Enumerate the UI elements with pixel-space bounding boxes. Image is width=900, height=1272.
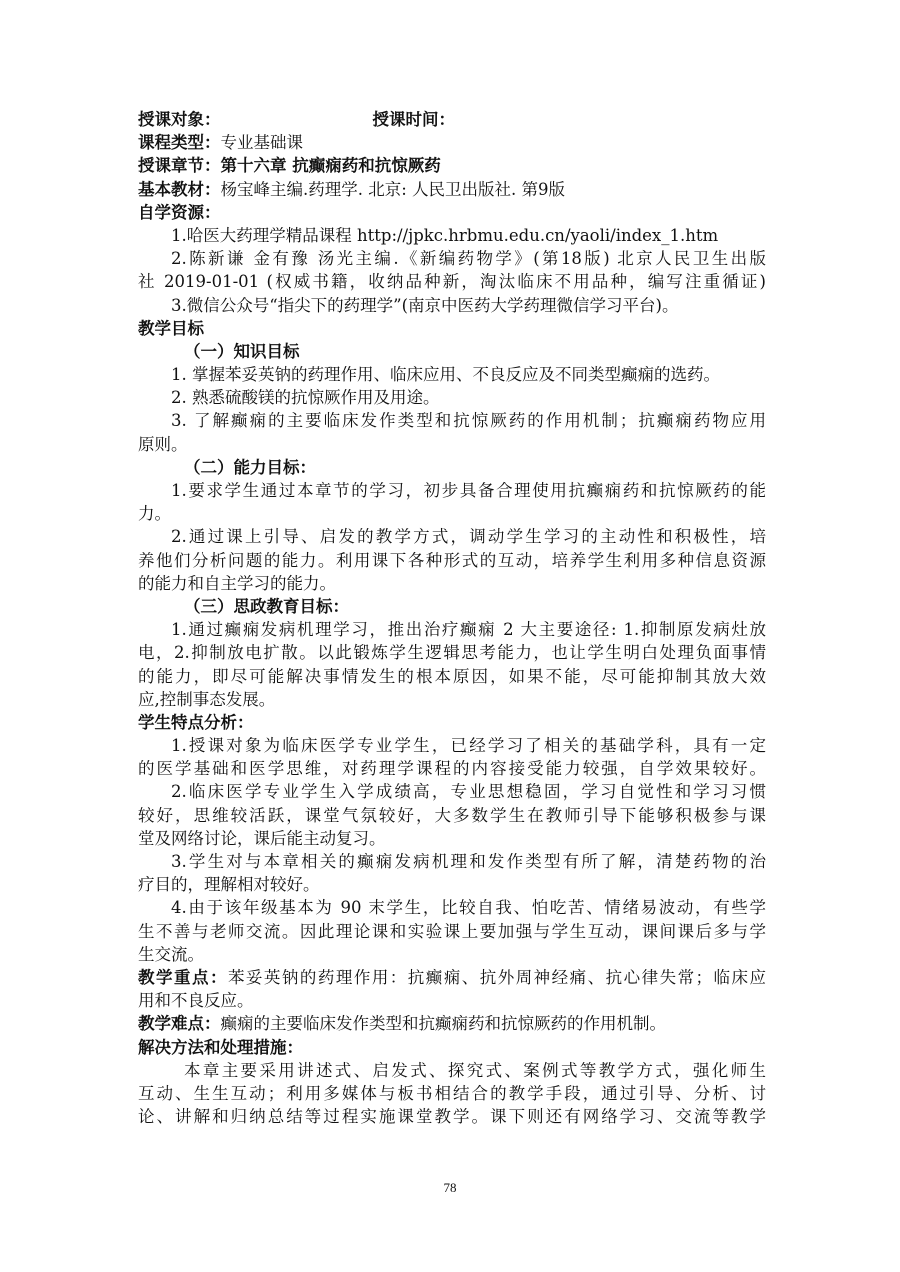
key-points-value: 苯妥英钠的药理作用：抗癫痫、抗外周神经痛、抗心律失常；临床应 — [227, 967, 767, 987]
ability-item-2a: 2.通过课上引导、启发的教学方式，调动学生学习的主动性和积极性，培 — [171, 527, 766, 547]
header-target-row — [138, 108, 766, 131]
selfstudy-heading: 自学资源： — [138, 202, 221, 222]
difficulty-value: 癫痫的主要临床发作类型和抗癫痫药和抗惊厥药的作用机制。 — [220, 1014, 666, 1034]
method-heading: 解决方法和处理措施： — [138, 1037, 303, 1057]
knowledge-item-3b: 原则。 — [138, 434, 188, 454]
type-value: 专业基础课 — [220, 133, 303, 153]
course-type-row — [138, 131, 766, 154]
students-heading: 学生特点分析： — [138, 712, 254, 732]
student-item-1a: 1.授课对象为临床医学专业学生，已经学习了相关的基础学科，具有一定 — [171, 736, 766, 756]
ability-item-2c: 的能力和自主学习的能力。 — [138, 573, 336, 593]
ideology-item-1d: 应,控制事态发展。 — [138, 689, 276, 709]
student-item-2b: 较好，思维较活跃，课堂气氛较好，大多数学生在教师引导下能够积极参与课 — [138, 805, 766, 825]
goals-heading: 教学目标 — [138, 318, 204, 338]
key-points-cont: 用和不良反应。 — [138, 991, 254, 1011]
ideology-heading: （三）思政教育目标： — [184, 596, 349, 616]
ideology-item-1c: 的能力，即尽可能解决事情发生的根本原因，如果不能，尽可能抑制其放大效 — [138, 666, 766, 686]
ideology-item-1b: 电，2.抑制放电扩散。以此锻炼学生逻辑思考能力，也让学生明白处理负面事情 — [138, 643, 766, 663]
method-line-2: 互动、生生互动；利用多媒体与板书相结合的教学手段，通过引导、分析、讨 — [138, 1083, 766, 1103]
resource-item-2b: 社 2019-01-01 (权威书籍，收纳品种新，淘汰临床不用品种，编写注重循证) — [138, 272, 766, 292]
knowledge-item-2: 2. 熟悉硫酸镁的抗惊厥作用及用途。 — [171, 388, 440, 408]
textbook-row — [138, 178, 766, 201]
knowledge-heading: （一）知识目标 — [184, 341, 300, 361]
chapter-row — [138, 154, 766, 177]
chapter-value: 第十六章 抗癫痫药和抗惊厥药 — [220, 156, 441, 176]
student-item-4b: 生不善与老师交流。因此理论课和实验课上要加强与学生互动，课间课后多与学 — [138, 921, 766, 941]
student-item-4a: 4.由于该年级基本为 90 末学生，比较自我、怕吃苦、情绪易波动，有些学 — [171, 898, 766, 918]
student-item-2c: 堂及网络讨论，课后能主动复习。 — [138, 828, 386, 848]
knowledge-item-1: 1. 掌握苯妥英钠的药理作用、临床应用、不良反应及不同类型癫痫的选药。 — [171, 365, 720, 385]
knowledge-item-3a: 3. 了解癫痫的主要临床发作类型和抗惊厥药的作用机制；抗癫痫药物应用 — [171, 411, 766, 431]
student-item-1b: 的医学基础和医学思维，对药理学课程的内容接受能力较强，自学效果较好。 — [138, 759, 766, 779]
student-item-2a: 2.临床医学专业学生入学成绩高，专业思想稳固，学习自觉性和学习习惯 — [171, 782, 766, 802]
student-item-3b: 疗目的，理解相对较好。 — [138, 875, 320, 895]
textbook-value: 杨宝峰主编.药理学. 北京: 人民卫出版社. 第9版 — [220, 179, 566, 199]
ability-item-1a: 1.要求学生通过本章节的学习，初步具备合理使用抗癫痫药和抗惊厥药的能 — [171, 481, 766, 500]
difficulty-row — [138, 1012, 766, 1035]
type-label: 课程类型： — [138, 133, 221, 153]
ideology-item-1a: 1.通过癫痫发病机理学习，推出治疗癫痫 2 大主要途径: 1.抑制原发病灶放 — [171, 620, 766, 640]
page-number: 78 — [443, 1180, 457, 1195]
document-page — [138, 108, 766, 1128]
ability-item-1b: 力。 — [138, 504, 171, 524]
target-label: 授课对象： — [138, 110, 221, 129]
resource-item-1: 1.哈医大药理学精品课程 http://jpkc.hrbmu.edu.cn/yaoli/index_1.htm — [171, 225, 719, 245]
key-points-row — [138, 966, 766, 989]
method-line-3: 论、讲解和归纳总结等过程实施课堂教学。课下则还有网络学习、交流等教学 — [138, 1107, 766, 1127]
resource-item-3: 3.微信公众号“指尖下的药理学”(南京中医药大学药理微信学习平台)。 — [171, 295, 679, 315]
student-item-4c: 生交流。 — [138, 944, 204, 964]
chapter-label: 授课章节： — [138, 156, 221, 176]
resource-item-2a: 2.陈新谦 金有豫 汤光主编.《新编药物学》(第18版) 北京人民卫生出版 — [171, 249, 766, 269]
key-points-label: 教学重点： — [138, 967, 228, 987]
method-line-1: 本章主要采用讲述式、启发式、探究式、案例式等教学方式，强化师生 — [184, 1060, 766, 1080]
time-label: 授课时间： — [372, 110, 455, 129]
ability-heading: （二）能力目标： — [184, 457, 316, 477]
student-item-3a: 3.学生对与本章相关的癫痫发病机理和发作类型有所了解，清楚药物的治 — [171, 852, 766, 871]
textbook-label: 基本教材： — [138, 179, 221, 199]
difficulty-label: 教学难点： — [138, 1014, 221, 1034]
ability-item-2b: 养他们分析问题的能力。利用课下各种形式的互动，培养学生利用多种信息资源 — [138, 550, 766, 570]
